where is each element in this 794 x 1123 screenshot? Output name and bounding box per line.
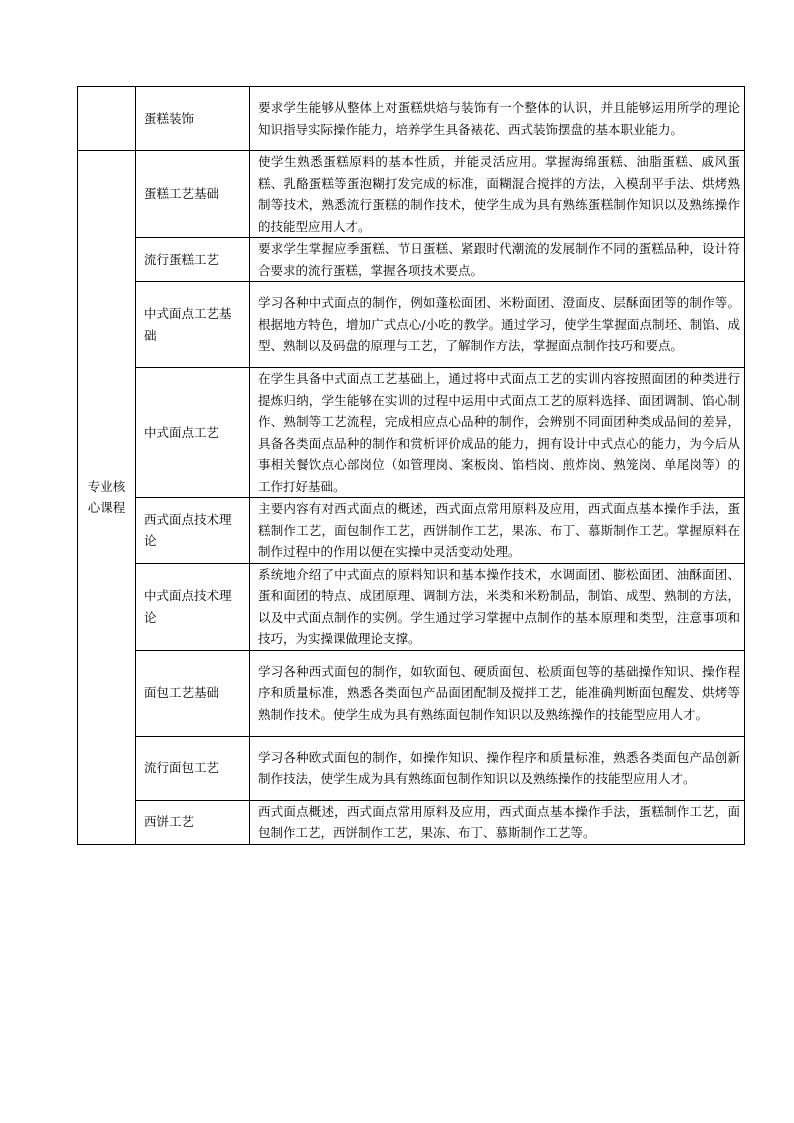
category-label: 专业核心课程 <box>87 478 126 516</box>
course-name-cell <box>136 498 250 564</box>
course-description: 学习各种中式面点的制作，例如蓬松面团、米粉面团、澄面皮、层酥面团等的制作等。根据地方特色，增加广式点心/小吃的教学。通过学习，使学生掌握面点制坯、制馅、成型、熟制以及码盘的原理与工艺，了解制作方法，掌握面点制作技巧和要点。 <box>258 295 740 354</box>
course-description-cell <box>250 151 745 238</box>
table-row <box>78 736 745 800</box>
table-row <box>78 151 745 238</box>
course-table <box>77 86 745 845</box>
course-name: 中式面点工艺 <box>144 424 220 440</box>
course-description-cell <box>250 282 745 368</box>
course-description: 系统地介绍了中式面点的原料知识和基本操作技术，水调面团、膨松面团、油酥面团、蛋和面团的特点、成团原理、调制方法，米类和米粉制品，制馅、成型、熟制的方法，以及中式面点制作的实例。学生通过学习掌握中点制作的基本原理和类型，注意事项和技巧，为实操课做理论支撑。 <box>258 566 740 646</box>
course-name-cell <box>136 800 250 844</box>
course-description: 主要内容有对西式面点的概述，西式面点常用原料及应用，西式面点基本操作手法，蛋糕制作工艺，面包制作工艺，西饼制作工艺，果冻、布丁、慕斯制作工艺。掌握原料在制作过程中的作用以便在实操中灵活变动处理。 <box>258 501 740 559</box>
table-row <box>78 368 745 498</box>
table-row <box>78 87 745 151</box>
table-row <box>78 498 745 564</box>
course-description-cell <box>250 650 745 736</box>
course-description: 学习各种西式面包的制作，如软面包、硬质面包、松质面包等的基础操作知识、操作程序和质量标准，熟悉各类面包产品面团配制及搅拌工艺，能准确判断面包醒发、烘烤等熟制作技术。使学生成为具有熟练面包制作知识以及熟练操作的技能型应用人才。 <box>258 663 740 722</box>
course-description-cell <box>250 368 745 498</box>
course-name: 流行面包工艺 <box>144 760 220 776</box>
category-cell <box>78 87 136 151</box>
table-row <box>78 238 745 282</box>
course-description-cell <box>250 87 745 151</box>
course-name-cell <box>136 282 250 368</box>
course-description: 要求学生掌握应季蛋糕、节日蛋糕、紧跟时代潮流的发展制作不同的蛋糕品种，设计符合要求的流行蛋糕，掌握各项技术要点。 <box>258 241 740 278</box>
course-description: 使学生熟悉蛋糕原料的基本性质，并能灵活应用。掌握海绵蛋糕、油脂蛋糕、戚风蛋糕、乳酪蛋糕等蛋泡糊打发完成的标准，面糊混合搅拌的方法，入模刮平手法、烘烤熟制等技术，熟悉流行蛋糕的制作技术，使学生成为具有熟练蛋糕制作知识以及熟练操作的技能型应用人才。 <box>258 154 740 234</box>
course-description: 西式面点概述，西式面点常用原料及应用，西式面点基本操作手法，蛋糕制作工艺，面包制作工艺，西饼制作工艺，果冻、布丁、慕斯制作工艺等。 <box>258 803 740 840</box>
course-description-cell <box>250 736 745 800</box>
course-description-cell <box>250 800 745 844</box>
course-description: 学习各种欧式面包的制作，如操作知识、操作程序和质量标准，熟悉各类面包产品创新制作技法，使学生成为具有熟练面包制作知识以及熟练操作的技能型应用人才。 <box>258 749 740 786</box>
table-row <box>78 800 745 844</box>
course-name: 蛋糕工艺基础 <box>144 186 220 202</box>
course-name: 蛋糕装饰 <box>144 110 195 126</box>
course-name-cell <box>136 563 250 650</box>
course-description-cell <box>250 498 745 564</box>
course-description: 在学生具备中式面点工艺基础上，通过将中式面点工艺的实训内容按照面团的种类进行提炼归纳，学生能够在实训的过程中运用中式面点工艺的原料选择、面团调制、馅心制作、熟制等工艺流程，完成相应点心品种的制作，会辨别不同面团种类成品间的差异，具备各类面点品种的制作和赏析评价成品的能力，拥有设计中式点心的能力，为今后从事相关餐饮点心部岗位（如管理岗、案板岗、馅档岗、煎炸岗、熟笼岗、单尾岗等）的工作打好基础。 <box>258 371 740 494</box>
course-name: 中式面点工艺基础 <box>144 306 232 343</box>
course-name-cell <box>136 151 250 238</box>
course-name-cell <box>136 736 250 800</box>
category-cell <box>78 151 136 845</box>
course-name-cell <box>136 238 250 282</box>
course-name: 流行蛋糕工艺 <box>144 251 220 267</box>
table-row <box>78 563 745 650</box>
course-description: 要求学生能够从整体上对蛋糕烘焙与装饰有一个整体的认识，并且能够运用所学的理论知识指导实际操作能力，培养学生具备裱花、西式装饰摆盘的基本职业能力。 <box>258 100 740 137</box>
table-row <box>78 282 745 368</box>
table-row <box>78 650 745 736</box>
course-name-cell <box>136 650 250 736</box>
course-name-cell <box>136 87 250 151</box>
course-name: 西饼工艺 <box>144 814 195 830</box>
course-name: 面包工艺基础 <box>144 685 220 701</box>
course-name: 西式面点技术理论 <box>144 511 232 549</box>
course-name-cell <box>136 368 250 498</box>
course-name: 中式面点技术理论 <box>144 588 232 625</box>
course-description-cell <box>250 563 745 650</box>
course-description-cell <box>250 238 745 282</box>
